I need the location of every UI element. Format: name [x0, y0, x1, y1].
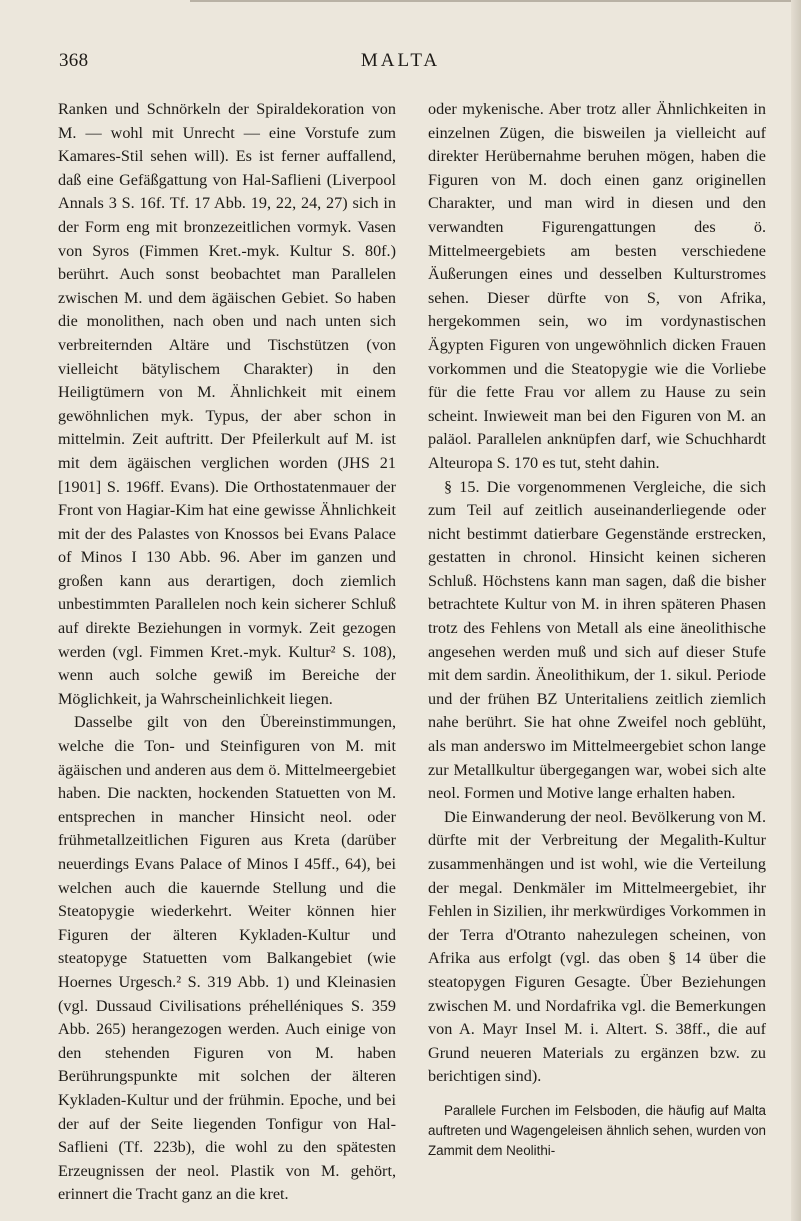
paragraph: § 15. Die vorgenommenen Vergleiche, die sich zum Teil auf zeitlich auseinanderliegende oder nicht bestimmt datierbare Gegenstände erstrecken, gestatten in chronol. Hinsicht keinen sicheren Schluß. Höchstens kann man sagen, daß die bisher betrachtete Kultur von M. in ihren späteren Phasen trotz des Fehlens von Metall als eine äneolithische angesehen werden muß und sich auf dieser Stufe mit dem sardin. Äneolithikum, der 1. sikul. Periode und der frühen BZ Unteritaliens zeitlich ziemlich nahe berührt. Sie hat ohne Zweifel noch geblüht, als man anderswo im Mittelmeergebiet schon lange zur Metallkultur übergegangen war, wobei sich alte neol. Formen und Motive lange erhalten haben.	[428, 477, 766, 803]
page-edge	[791, 0, 801, 1221]
paragraph: Ranken und Schnörkeln der Spiraldekoration von M. — wohl mit Unrecht — eine Vorstufe zum Kamares-Stil sehen will). Es ist ferner auffallend, daß eine Gefäßgattung von Hal-Saflieni (Liverpool Annals 3 S. 16f. Tf. 17 Abb. 19, 22, 24, 27) sich in der Form eng mit bronzezeitlichen vormyk. Vasen von Syros (Fimmen Kret.-myk. Kultur S. 80f.) berührt. Auch sonst beobachtet man Parallelen zwischen M. und dem ägäischen Gebiet. So haben die monolithen, nach oben und nach unten sich verbreiternden Altäre und Tischstützen (von vielleicht bätylischem Charakter) in den Heiligtümern von M. Ähnlichkeit mit einem gewöhnlichen myk. Typus, der aber schon in mittelmin. Zeit auftritt. Der Pfeilerkult auf M. ist mit dem ägäischen verglichen worden (JHS 21 [1901] S. 196ff. Evans). Die Orthostatenmauer der Front von Hagiar-Kim hat eine gewisse Ähnlichkeit mit der des Palastes von Knossos bei Evans Palace of Minos I 130 Abb. 96. Aber im ganzen und großen kann aus derartigen, doch ziemlich unbestimmten Parallelen noch kein sicherer Schluß auf direkte Beziehungen in vormyk. Zeit gezogen werden (vgl. Fimmen Kret.-myk. Kultur² S. 108), wenn auch solche gewiß im Bereiche der Möglichkeit, ja Wahrscheinlichkeit liegen.	[58, 100, 396, 708]
left-column	[58, 98, 396, 1207]
top-border-rule	[190, 0, 801, 2]
running-title: MALTA	[360, 50, 441, 71]
small-print-note: Parallele Furchen im Felsboden, die häufig auf Malta auftreten und Wagengeleisen ähnlich sehen, wurden von Zammit dem Neolithi-	[428, 1102, 766, 1158]
running-header	[0, 50, 801, 80]
paragraph: oder mykenische. Aber trotz aller Ähnlichkeiten in einzelnen Zügen, die bisweilen ja vielleicht auf direkter Herübernahme beruhen mögen, haben die Figuren von M. doch einen ganz originellen Charakter, und man wird in diesen und den verwandten Figurengattungen des ö. Mittelmeergebiets am besten verschiedene Äußerungen eines und desselben Kulturstromes sehen. Dieser dürfte von S, von Afrika, hergekommen sein, wo im vordynastischen Ägypten Figuren von ungewöhnlich dicken Frauen vorkommen und die Steatopygie wie die Vorliebe für die fette Frau vor allem zu Hause zu sein scheint. Inwieweit man bei den Figuren von M. an paläol. Parallelen anknüpfen darf, wie Schuchhardt Alteuropa S. 170 es tut, steht dahin.	[428, 100, 766, 472]
paragraph: Die Einwanderung der neol. Bevölkerung von M. dürfte mit der Verbreitung der Megalith-Kultur zusammenhängen und ist wohl, wie die Verteilung der megal. Denkmäler im Mittelmeergebiet, ihr Fehlen in Sizilien, ihr merkwürdiges Vorkommen in der Terra d'Otranto nahezulegen scheinen, von Afrika aus erfolgt (vgl. das oben § 14 über die steatopygen Figuren Gesagte. Über Beziehungen zwischen M. und Nordafrika vgl. die Bemerkungen von A. Mayr Insel M. i. Altert. S. 38ff., die auf Grund neueren Materials zu ergänzen bzw. zu berichtigen sind).	[428, 807, 766, 1086]
page-number: 368	[59, 50, 89, 71]
paragraph: Dasselbe gilt von den Übereinstimmungen, welche die Ton- und Steinfiguren von M. mit ägäischen und anderen aus dem ö. Mittelmeergebiet haben. Die nackten, hockenden Statuetten von M. entsprechen in mancher Hinsicht neol. oder frühmetallzeitlichen Figuren aus Kreta (darüber neuerdings Evans Palace of Minos I 45ff., 64), bei welchen auch die kauernde Stellung und die Steatopygie wiederkehrt. Weiter können hier Figuren der älteren Kykladen-Kultur und steatopyge Statuetten vom Balkangebiet (wie Hoernes Urgesch.² S. 319 Abb. 1) und Kleinasien (vgl. Dussaud Civilisations préhelléniques S. 359 Abb. 265) herangezogen werden. Auch einige von den stehenden Figuren von M. haben Berührungspunkte mit solchen der älteren Kykladen-Kultur und der frühmin. Epoche, und bei der auf der Seite liegenden Tonfigur von Hal-Saflieni (Tf. 223b), die wohl zu den spätesten Erzeugnissen der neol. Plastik von M. gehört, erinnert die Tracht ganz an die kret.	[58, 713, 396, 1204]
right-column	[428, 98, 766, 1161]
